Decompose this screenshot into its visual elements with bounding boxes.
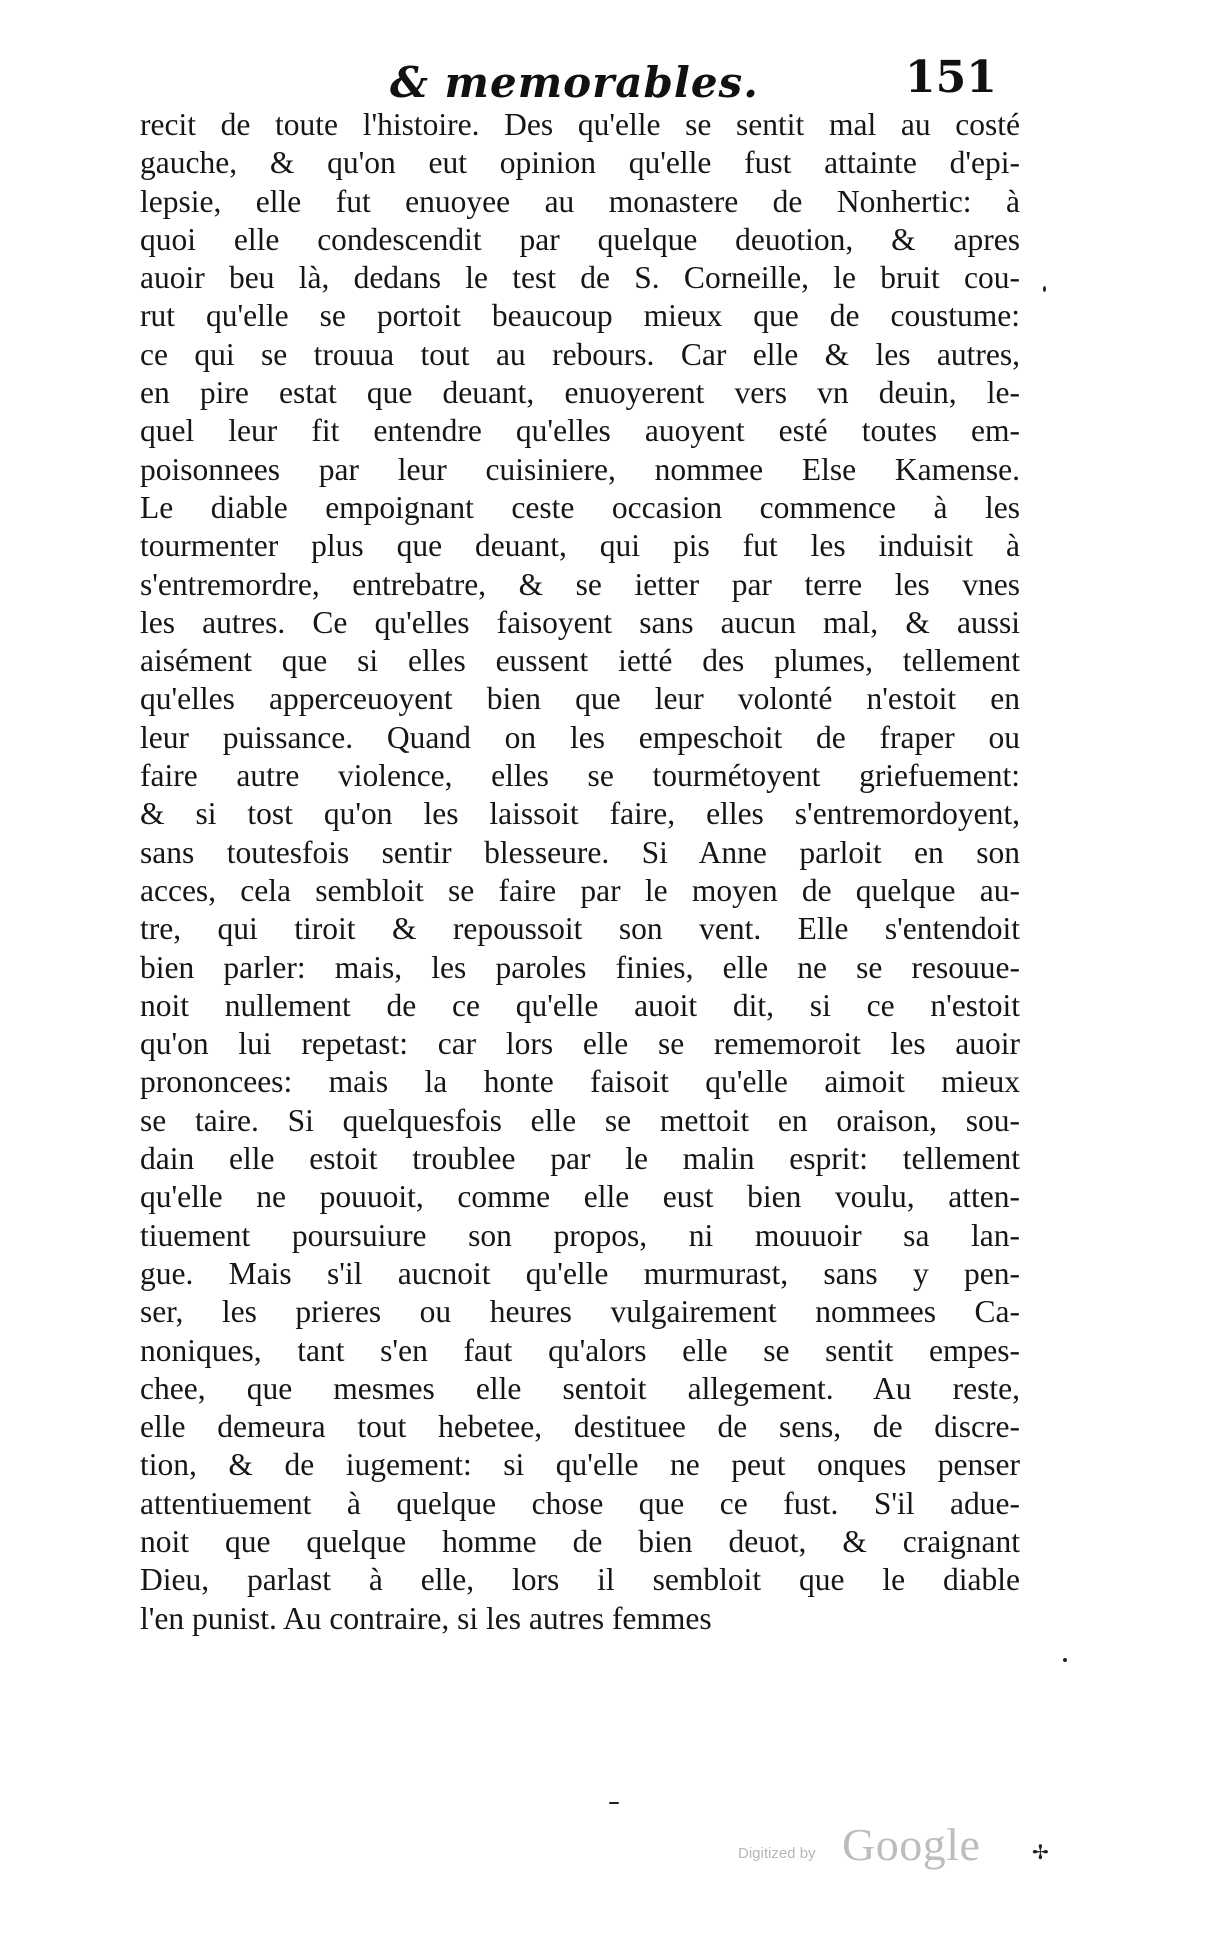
text-line-25: qu'on lui repetast: car lors elle se rememoroit les auoir (140, 1026, 1020, 1062)
text-line-1: recit de toute l'histoire. Des qu'elle se sentit mal au costé (140, 107, 1020, 142)
text-line-9: quel leur fit entendre qu'elles auoyent esté toutes em- (140, 413, 1020, 449)
text-line-24: noit nullement de ce qu'elle auoit dit, si ce n'estoit (140, 987, 1020, 1023)
text-line-7: ce qui se trouua tout au rebours. Car elle & les autres, (140, 336, 1020, 372)
text-line-34: chee, que mesmes elle sentoit allegement. Au reste, (140, 1370, 1020, 1406)
ink-speck (1063, 1658, 1067, 1662)
text-line-3: lepsie, elle fut enuoyee au monastere de Nonhertic: à (140, 183, 1020, 219)
text-line-26: prononcees: mais la honte faisoit qu'elle aimoit mieux (140, 1064, 1020, 1100)
text-line-17: leur puissance. Quand on les empeschoit de fraper ou (140, 719, 1020, 755)
text-line-8: en pire estat que deuant, enuoyerent vers vn deuin, le- (140, 375, 1020, 411)
text-line-16: qu'elles apperceuoyent bien que leur volonté n'estoit en (140, 681, 1020, 717)
running-head: & memorables. (390, 58, 759, 107)
text-line-5: auoir beu là, dedans le test de S. Corneille, le bruit cou- (140, 260, 1020, 296)
text-line-31: gue. Mais s'il aucnoit qu'elle murmurast, sans y pen- (140, 1255, 1020, 1291)
text-line-36: tion, & de iugement: si qu'elle ne peut onques penser (140, 1447, 1020, 1483)
text-line-10: poisonnees par leur cuisiniere, nommee Else Kamense. (140, 451, 1020, 487)
text-line-19: & si tost qu'on les laissoit faire, elles s'entremordoyent, (140, 796, 1020, 832)
text-line-12: tourmenter plus que deuant, qui pis fut les induisit à (140, 528, 1020, 564)
text-line-4: quoi elle condescendit par quelque deuotion, & apres (140, 221, 1020, 257)
text-line-29: qu'elle ne pouuoit, comme elle eust bien voulu, atten- (140, 1179, 1020, 1215)
text-line-30: tiuement poursuiure son propos, ni mouuoir sa lan- (140, 1217, 1020, 1253)
ink-speck (1043, 286, 1046, 292)
google-watermark-logo: Google (842, 1819, 981, 1870)
text-line-28: dain elle estoit troublee par le malin esprit: tellement (140, 1141, 1020, 1177)
text-line-32: ser, les prieres ou heures vulgairement nommees Ca- (140, 1294, 1020, 1330)
text-line-39: Dieu, parlast à elle, lors il sembloit que le diable (140, 1562, 1020, 1598)
text-line-18: faire autre violence, elles se tourmétoyent griefuement: (140, 758, 1020, 794)
body-text (140, 106, 1020, 1638)
text-line-11: Le diable empoignant ceste occasion commence à les (140, 489, 1020, 525)
text-line-14: les autres. Ce qu'elles faisoyent sans aucun mal, & aussi (140, 604, 1020, 640)
text-line-23: bien parler: mais, les paroles finies, elle ne se resouue- (140, 949, 1020, 985)
text-line-6: rut qu'elle se portoit beaucoup mieux que de coustume: (140, 298, 1020, 334)
text-line-2: gauche, & qu'on eut opinion qu'elle fust attainte d'epi- (140, 145, 1020, 181)
text-line-15: aisément que si elles eussent ietté des plumes, tellement (140, 643, 1020, 679)
page-number: 151 (905, 52, 997, 103)
corner-ink-mark: ✢ (1032, 1840, 1049, 1864)
text-line-38: noit que quelque homme de bien deuot, & craignant (140, 1523, 1020, 1559)
text-line-35: elle demeura tout hebetee, destituee de sens, de discre- (140, 1409, 1020, 1445)
text-line-40: l'en punist. Au contraire, si les autres femmes (140, 1600, 712, 1636)
text-line-13: s'entremordre, entrebatre, & se ietter par terre les vnes (140, 566, 1020, 602)
digitized-by-label: Digitized by (738, 1845, 816, 1862)
text-line-20: sans toutesfois sentir blesseure. Si Anne parloit en son (140, 834, 1020, 870)
text-line-27: se taire. Si quelquesfois elle se mettoit en oraison, sou- (140, 1102, 1020, 1138)
text-line-21: acces, cela sembloit se faire par le moyen de quelque au- (140, 872, 1020, 908)
text-line-33: noniques, tant s'en faut qu'alors elle se sentit empes- (140, 1332, 1020, 1368)
text-line-22: tre, qui tiroit & repoussoit son vent. Elle s'entendoit (140, 911, 1020, 947)
text-line-37: attentiuement à quelque chose que ce fust. S'il adue- (140, 1485, 1020, 1521)
ink-dash (609, 1802, 619, 1804)
